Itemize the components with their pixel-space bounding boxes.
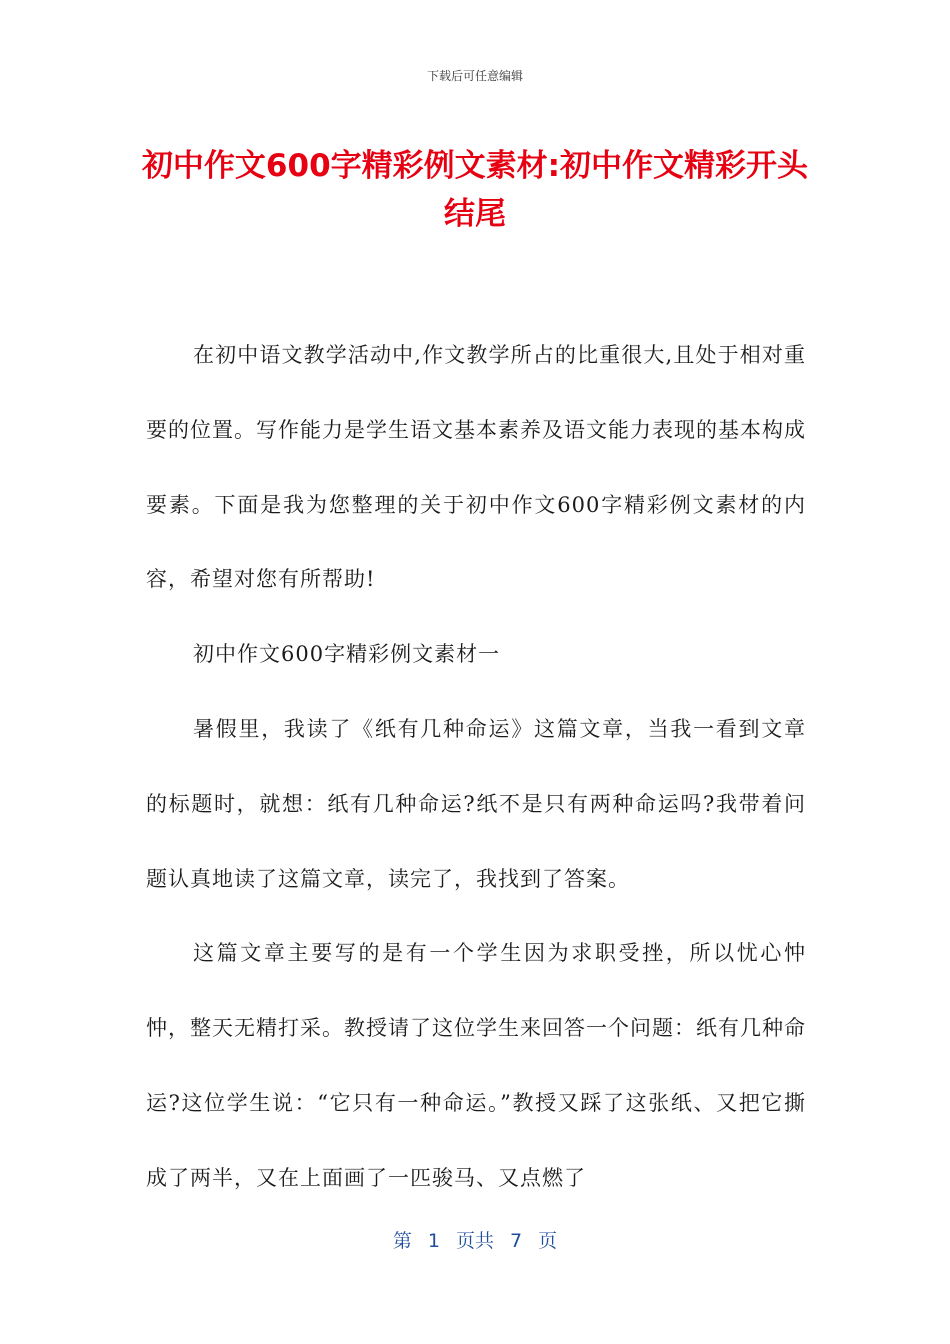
page-footer	[0, 1226, 950, 1253]
document-body	[146, 318, 806, 1216]
paragraph-section-heading: 初中作文600字精彩例文素材一	[193, 642, 501, 667]
paragraph-story: 这篇文章主要写的是有一个学生因为求职受挫，所以忧心忡忡，整天无精打采。教授请了这位学生来回答一个问题：纸有几种命运?这位学生说：“它只有一种命运。”教授又踩了这张纸、又把它撕成了两半，又在上面画了一匹骏马、又点燃了	[146, 941, 806, 1190]
paragraph-intro: 在初中语文教学活动中,作文教学所占的比重很大,且处于相对重要的位置。写作能力是学生语文基本素养及语文能力表现的基本构成要素。下面是我为您整理的关于初中作文600字精彩例文素材的内容，希望对您有所帮助!	[146, 343, 806, 592]
page-header-note: 下载后可任意编辑	[426, 69, 523, 83]
document-title: 初中作文600字精彩例文素材:初中作文精彩开头结尾	[141, 148, 809, 232]
paragraph-reading: 暑假里，我读了《纸有几种命运》这篇文章，当我一看到文章的标题时，就想：纸有几种命运?纸不是只有两种命运吗?我带着问题认真地读了这篇文章，读完了，我找到了答案。	[146, 716, 806, 891]
page-number-label: 第 1 页共 7 页	[392, 1230, 558, 1252]
